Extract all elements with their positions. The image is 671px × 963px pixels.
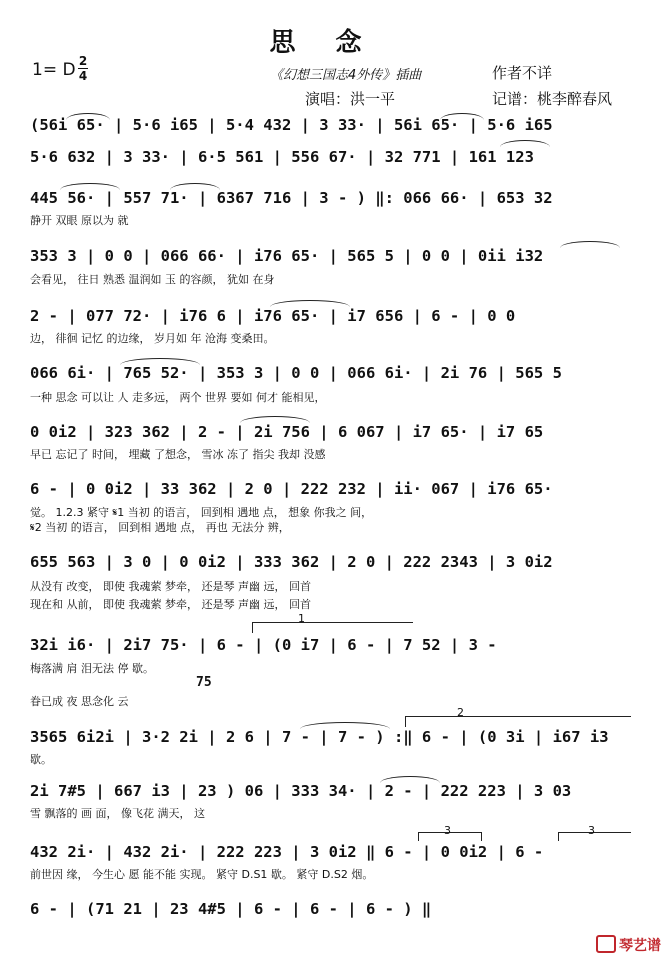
slur-mark — [500, 140, 550, 147]
slur-mark — [240, 416, 310, 423]
score-row-14: 6 - | (71 21 | 23 4#5 | 6 - | 6 - | 6 - ) ‖ — [30, 900, 432, 918]
score-row-12: 2i 7#5 | 667 i3 | 23 ) 06 | 333 34· | 2 - | 222 223 | 3 03 — [30, 782, 572, 800]
time-signature-bottom: 4 — [78, 69, 88, 83]
score-row-9: 655 563 | 3 0 | 0 0i2 | 333 362 | 2 0 | 222 2343 | 3 0i2 — [30, 553, 553, 571]
lyric-row-9a: 从没有 改变， 即使 我魂萦 梦牵， 还是琴 声幽 远， 回首 — [30, 580, 311, 593]
key-signature: 1= D — [32, 60, 76, 80]
lyric-row-11: 歇。 — [30, 753, 52, 766]
slur-mark — [60, 183, 120, 190]
lyric-row-3: 静开 双眼 原以为 就 — [30, 214, 129, 227]
lyric-row-6: 一种 思念 可以让 人 走多远， 两个 世界 要如 何才 能相见， — [30, 391, 326, 404]
lyric-row-10b: 眷已成 夜 思念化 云 — [30, 695, 129, 708]
volta-bracket-1 — [252, 622, 413, 633]
transcriber-credit: 记谱：桃李醉春风 — [492, 90, 613, 108]
slur-mark — [300, 722, 390, 729]
triplet-label-b: 3 — [588, 824, 595, 837]
slur-mark — [440, 113, 484, 120]
time-signature — [78, 55, 88, 82]
score-row-4: 353 3 | 0 0 | 066 66· | i76 65· | 565 5 | 0 0 | 0ii i32 — [30, 247, 544, 265]
lyric-row-8b: 𝄋2 当初 的语言， 回到相 遇地 点， 再也 无法分 辨， — [30, 521, 290, 534]
page-title: 思念 — [269, 28, 402, 58]
alternate-notes: 75 — [196, 675, 212, 690]
time-signature-top: 2 — [78, 54, 88, 68]
score-row-11: 3565 6i2i | 3·2 2i | 2 6 | 7 - | 7 - ) :‖ 6 - | (0 3i | i67 i3 — [30, 728, 609, 746]
lyric-row-10: 梅落满 肩 泪无法 停 歇。 — [30, 662, 154, 675]
score-row-6: 066 6i· | 765 52· | 353 3 | 0 0 | 066 6i· | 2i 76 | 565 5 — [30, 364, 562, 382]
slur-mark — [66, 113, 110, 120]
score-row-5: 2 - | 077 72· | i76 6 | i76 65· | i7 656 | 6 - | 0 0 — [30, 307, 516, 325]
volta-1-label: 1 — [298, 612, 305, 625]
slur-mark — [170, 183, 220, 190]
score-row-1: (56i 65· | 5·6 i65 | 5·4 432 | 3 33· | 56i 65· | 5·6 i65 — [30, 116, 553, 134]
singer-credit: 演唱：洪一平 — [305, 90, 396, 108]
lyric-row-9b: 现在和 从前， 即使 我魂萦 梦牵， 还是琴 声幽 远， 回首 — [30, 598, 311, 611]
score-row-10: 32i i6· | 2i7 75· | 6 - | (0 i7 | 6 - | 7 52 | 3 - — [30, 636, 497, 654]
lyric-row-4: 会看见， 往日 熟悉 温润如 玉 的容颜， 犹如 在身 — [30, 273, 275, 286]
score-row-7: 0 0i2 | 323 362 | 2 - | 2i 756 | 6 067 | i7 65· | i7 65 — [30, 423, 544, 441]
slur-mark — [560, 241, 620, 248]
lyric-row-12: 雪 飘落的 画 面， 像飞花 满天， 这 — [30, 807, 205, 820]
lyric-row-13: 前世因 缘， 今生心 愿 能不能 实现。 紧守 D.S1 歇。 紧守 D.S2 烟。 — [30, 868, 374, 881]
lyric-row-5: 边， 徘徊 记忆 的边缘， 岁月如 年 沧海 变桑田。 — [30, 332, 275, 345]
slur-mark — [380, 776, 440, 783]
source-credit: 《幻想三国志4外传》插曲 — [270, 68, 422, 83]
lyric-row-8a: 觉。 1.2.3 紧守 𝄋1 当初 的语言， 回到相 遇地 点， 想象 你我之 间， — [30, 506, 373, 519]
lyric-row-7: 早已 忘记了 时间， 埋藏 了想念， 雪冰 冻了 指尖 我却 没感 — [30, 448, 326, 461]
composer-credit: 作者不详 — [492, 64, 553, 82]
logo-icon — [596, 935, 616, 953]
score-row-2: 5·6 632 | 3 33· | 6·5 561 | 556 67· | 32 771 | 161 123 — [30, 148, 534, 166]
slur-mark — [120, 358, 200, 365]
score-row-8: 6 - | 0 0i2 | 33 362 | 2 0 | 222 232 | ii· 067 | i76 65· — [30, 480, 553, 498]
logo-text: 琴艺谱 — [619, 938, 661, 954]
volta-bracket-2 — [405, 716, 631, 727]
triplet-label-a: 3 — [444, 824, 451, 837]
score-row-13: 432 2i· | 432 2i· | 222 223 | 3 0i2 ‖ 6 - | 0 0i2 | 6 - — [30, 843, 544, 861]
score-row-3: 445 56· | 557 71· | 6367 716 | 3 - ) ‖: 066 66· | 653 32 — [30, 189, 553, 207]
volta-2-label: 2 — [457, 706, 464, 719]
slur-mark — [270, 300, 350, 307]
site-logo — [596, 935, 661, 955]
